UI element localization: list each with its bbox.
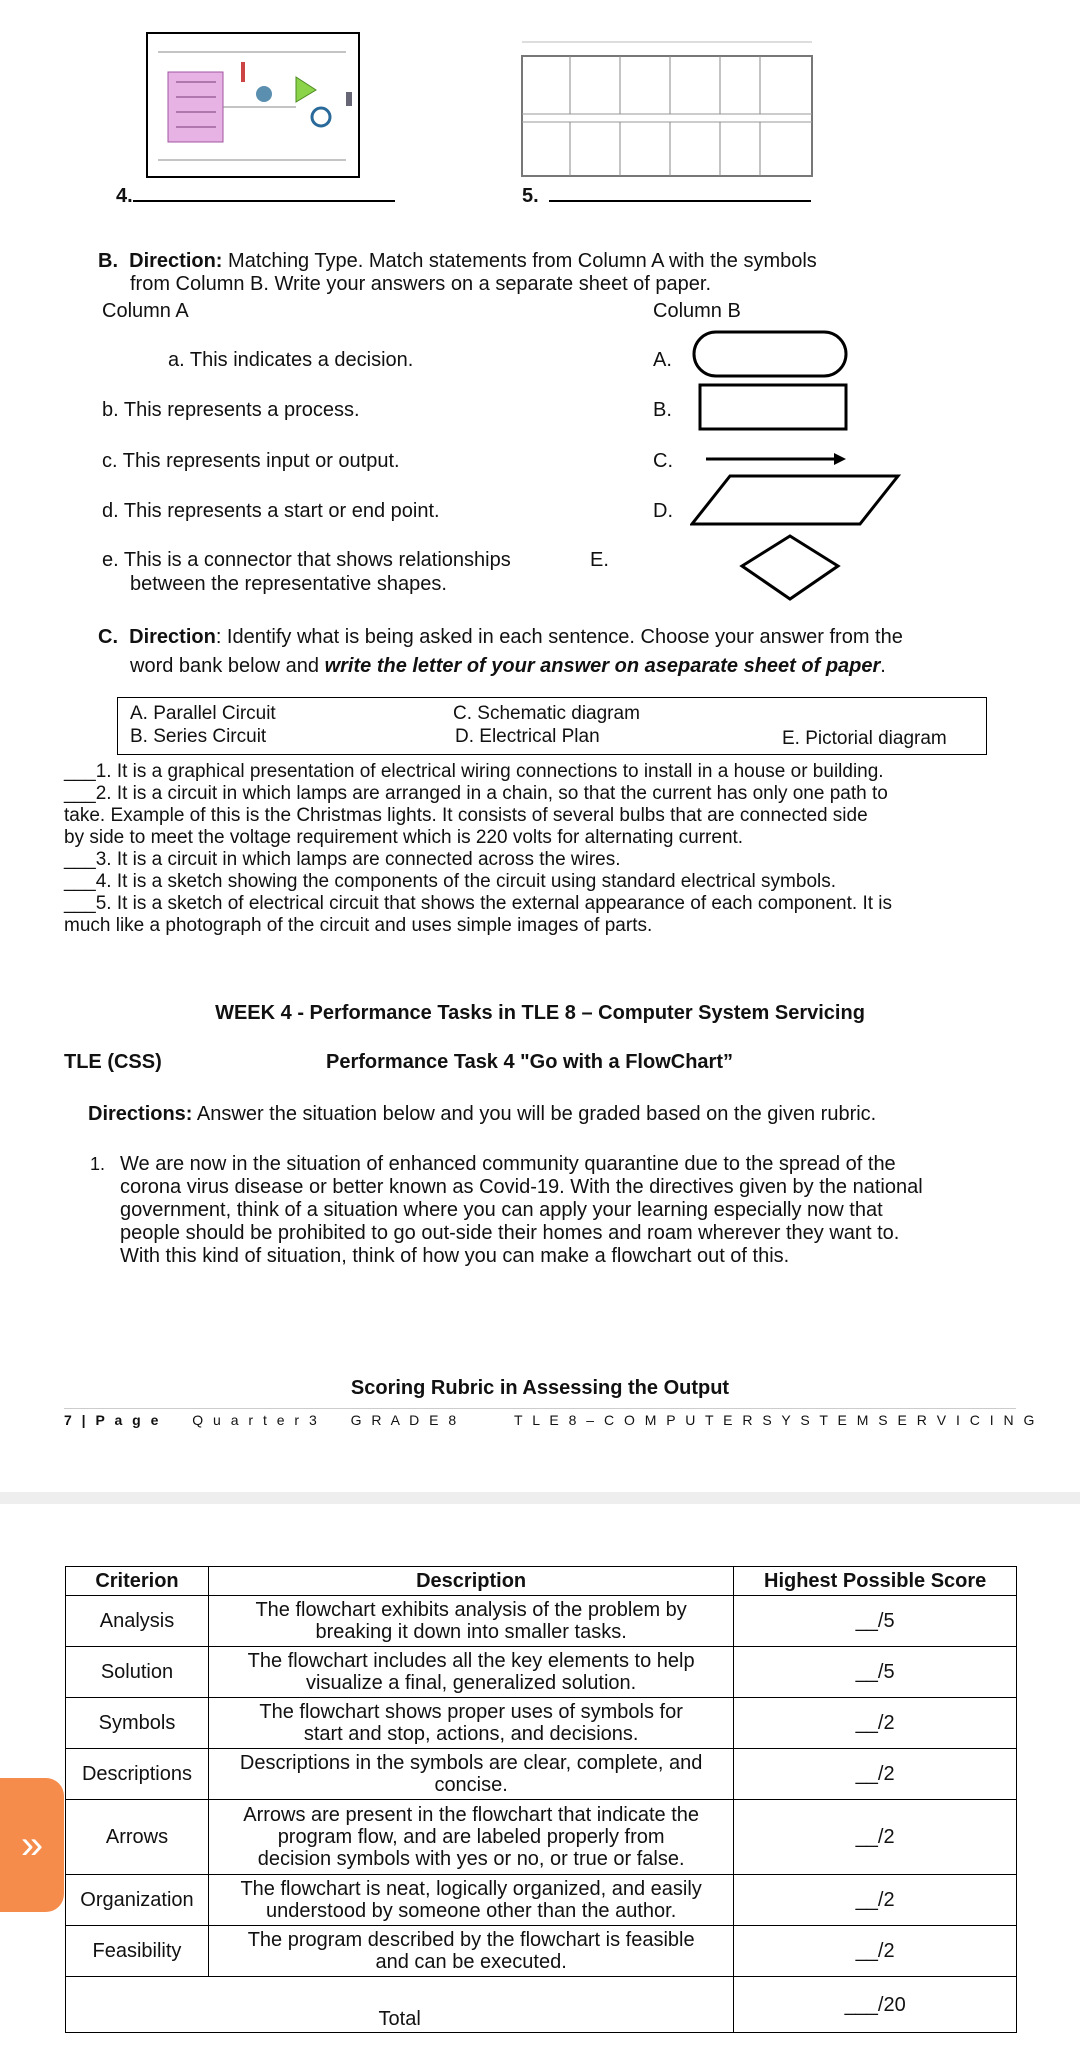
column-a-item: e. This is a connector that shows relationships [102, 549, 511, 571]
subject-label: TLE (CSS) [64, 1051, 162, 1073]
description-line: start and stop, actions, and decisions. [303, 1723, 639, 1745]
criterion-cell: Solution [66, 1647, 209, 1698]
total-label: Total [66, 1977, 734, 2033]
task-item-line: With this kind of situation, think of how you can make a flowchart out of this. [120, 1245, 790, 1267]
column-a-item: b. This represents a process. [102, 399, 360, 421]
column-header: Description [208, 1567, 733, 1596]
part-c-direction-text2: word bank below and [130, 655, 325, 677]
total-row [66, 1977, 1017, 2033]
column-b-letter: D. [653, 500, 673, 522]
word-bank-option: E. Pictorial diagram [782, 728, 947, 749]
score-cell: __/2 [734, 1926, 1017, 1977]
task-item-line: government, think of a situation where you can apply your learning especially now that [120, 1199, 883, 1221]
column-b-letter: E. [590, 549, 609, 571]
answer-blank [549, 200, 811, 202]
description-line: program flow, and are labeled properly from [277, 1826, 665, 1848]
column-b-letter: A. [653, 349, 672, 371]
part-b-letter: B. [98, 250, 118, 272]
description-line: visualize a final, generalized solution. [306, 1672, 637, 1694]
description-line: The flowchart is neat, logically organized, and easily [240, 1878, 702, 1900]
description-line: The flowchart includes all the key elements to help [247, 1650, 695, 1672]
footer-page: 7 | P a g e [64, 1412, 162, 1428]
table-row [66, 1596, 1017, 1647]
week-4-directions-text: Answer the situation below and you will be graded based on the given rubric. [196, 1103, 877, 1125]
rubric-title: Scoring Rubric in Assessing the Output [350, 1377, 730, 1399]
part-b-direction-text: Matching Type. Match statements from Column A with the symbols [228, 250, 817, 272]
column-b-letter: B. [653, 399, 672, 421]
performance-task-title: Performance Task 4 "Go with a FlowChart” [326, 1051, 733, 1073]
column-a-item: c. This represents input or output. [102, 450, 400, 472]
table-row [66, 1875, 1017, 1926]
part-c-direction-label: Direction [129, 626, 216, 648]
part-c-direction-text: : Identify what is being asked in each sentence. Choose your answer from the [215, 626, 903, 648]
description-line: The flowchart exhibits analysis of the problem by [255, 1599, 687, 1621]
column-a-item: a. This indicates a decision. [168, 349, 414, 371]
description-line: decision symbols with yes or no, or true or false. [257, 1848, 685, 1870]
task-item-line: We are now in the situation of enhanced community quarantine due to the spread of the [120, 1153, 896, 1175]
part-c-item: ___4. It is a sketch showing the components of the circuit using standard electrical symbols. [64, 871, 837, 892]
word-bank-option: B. Series Circuit [130, 726, 267, 747]
word-bank-option: D. Electrical Plan [455, 726, 600, 747]
part-b-direction-line2: from Column B. Write your answers on a separate sheet of paper. [130, 273, 712, 295]
part-c-item-continued: take. Example of this is the Christmas lights. It consists of several bulbs that are connected side [64, 805, 868, 826]
description-cell [208, 1800, 733, 1875]
total-score: ___/20 [734, 1977, 1017, 2033]
week-4-directions-label: Directions: [88, 1103, 193, 1125]
column-header: Highest Possible Score [734, 1567, 1017, 1596]
score-cell: __/5 [734, 1596, 1017, 1647]
schematic-diagram-image [146, 32, 360, 178]
figure-4-label [116, 184, 395, 208]
table-row [66, 1749, 1017, 1800]
task-item-line: people should be prohibited to go out-side their homes and roam wherever they want to. [120, 1222, 900, 1244]
page-footer [64, 1412, 1037, 1428]
word-bank [117, 697, 987, 755]
footer-divider [64, 1408, 1016, 1409]
week-4-directions [88, 1102, 876, 1126]
score-cell: __/2 [734, 1749, 1017, 1800]
part-c-direction-line2 [130, 654, 886, 678]
double-chevron-right-icon: » [20, 1822, 44, 1867]
description-cell [208, 1647, 733, 1698]
description-line: concise. [434, 1774, 508, 1796]
score-cell: __/5 [734, 1647, 1017, 1698]
description-cell [208, 1698, 733, 1749]
criterion-cell: Analysis [66, 1596, 209, 1647]
table-row [66, 1800, 1017, 1875]
part-c-item: ___2. It is a circuit in which lamps are arranged in a chain, so that the current has only one path to [64, 783, 888, 804]
footer-subject: T L E 8 – C O M P U T E R S Y S T E M S E R V I C I N G [514, 1412, 1038, 1428]
arrow-head [834, 453, 846, 465]
part-c-direction-end: . [880, 655, 886, 677]
word-bank-option: C. Schematic diagram [453, 703, 640, 724]
description-cell [208, 1926, 733, 1977]
table-header-row [66, 1567, 1017, 1596]
description-cell [208, 1875, 733, 1926]
part-b-direction-label: Direction: [129, 250, 223, 272]
description-line: Arrows are present in the flowchart that indicate the [243, 1804, 700, 1826]
table-row [66, 1647, 1017, 1698]
criterion-cell: Arrows [66, 1800, 209, 1875]
input-output-symbol [692, 476, 898, 524]
column-header: Criterion [66, 1567, 209, 1596]
score-cell: __/2 [734, 1800, 1017, 1875]
word-bank-option: A. Parallel Circuit [130, 703, 276, 724]
column-a-item-continued: between the representative shapes. [130, 573, 447, 595]
task-item-number: 1. [90, 1154, 106, 1174]
decision-symbol [742, 536, 838, 599]
criterion-cell: Symbols [66, 1698, 209, 1749]
terminator-symbol [694, 332, 846, 376]
score-cell: __/2 [734, 1698, 1017, 1749]
criterion-cell: Feasibility [66, 1926, 209, 1977]
part-c-item: ___1. It is a graphical presentation of electrical wiring connections to install in a house or building. [64, 761, 884, 782]
part-c-item-continued: by side to meet the voltage requirement which is 220 volts for alternating current. [64, 827, 744, 848]
scoring-rubric-table [65, 1566, 1017, 2033]
column-a-item: d. This represents a start or end point. [102, 500, 440, 522]
description-line: Descriptions in the symbols are clear, complete, and [239, 1752, 703, 1774]
description-line: breaking it down into smaller tasks. [315, 1621, 627, 1643]
table-row [66, 1926, 1017, 1977]
table-row [66, 1698, 1017, 1749]
answer-blank [133, 200, 395, 202]
description-line: and can be executed. [375, 1951, 567, 1973]
electrical-plan-image [520, 34, 816, 182]
score-cell: __/2 [734, 1875, 1017, 1926]
description-line: The flowchart shows proper uses of symbols for [259, 1701, 683, 1723]
part-c-item: ___5. It is a sketch of electrical circuit that shows the external appearance of each component. It is [64, 893, 893, 914]
flowchart-symbols [690, 328, 922, 606]
footer-grade: G R A D E 8 [350, 1412, 460, 1428]
figure-4-number: 4. [116, 185, 133, 207]
criterion-cell: Organization [66, 1875, 209, 1926]
description-cell [208, 1749, 733, 1800]
description-line: understood by someone other than the author. [265, 1900, 677, 1922]
figure-5-label [522, 184, 811, 208]
figure-5-number: 5. [522, 185, 539, 207]
description-line: The program described by the flowchart is feasible [247, 1929, 695, 1951]
part-c-item-continued: much like a photograph of the circuit and uses simple images of parts. [64, 915, 653, 936]
part-b-direction [98, 249, 817, 273]
criterion-cell: Descriptions [66, 1749, 209, 1800]
description-cell [208, 1596, 733, 1647]
task-item-line: corona virus disease or better known as Covid-19. With the directives given by the national [120, 1176, 923, 1198]
part-c-direction [98, 625, 903, 649]
process-symbol [700, 385, 846, 429]
footer-quarter: Q u a r t e r 3 [192, 1412, 320, 1428]
week-4-title: WEEK 4 - Performance Tasks in TLE 8 – Computer System Servicing [215, 1002, 865, 1024]
column-b-letter: C. [653, 450, 673, 472]
part-c-item: ___3. It is a circuit in which lamps are connected across the wires. [64, 849, 621, 870]
side-panel-toggle[interactable] [0, 1778, 64, 1912]
part-c-direction-emphasis: write the letter of your answer on aseparate sheet of paper [324, 655, 881, 677]
column-a-heading: Column A [102, 300, 189, 322]
column-b-heading: Column B [653, 300, 741, 322]
part-c-letter: C. [98, 626, 118, 648]
page-separator [0, 1492, 1080, 1504]
